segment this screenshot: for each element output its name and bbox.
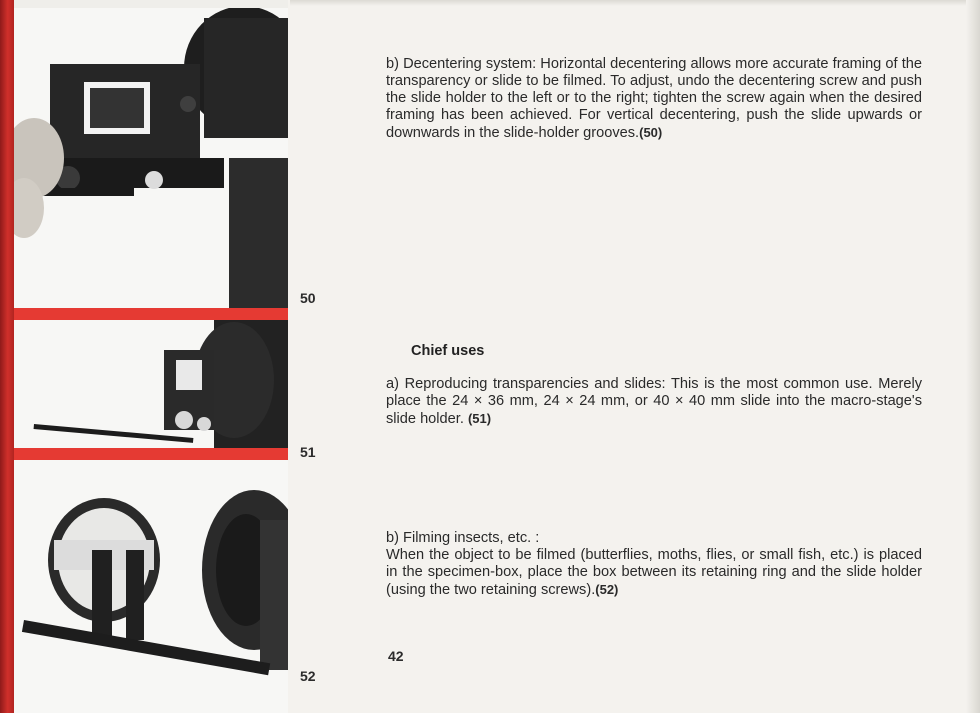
insects-paragraph [386, 530, 922, 599]
decentering-paragraph [386, 56, 922, 142]
insects-title: b) Filming insects, etc. : [386, 530, 540, 546]
figure-ref-50: (50) [639, 125, 663, 140]
chief-uses-heading: Chief uses [411, 343, 485, 359]
figure-number-52: 52 [300, 668, 316, 684]
decentering-text: b) Decentering system: Horizontal decentering allows more accurate framing of the transparency or slide to be filmed. To adjust, undo the decentering screw and push the slide holder to the left or to the right; tighten the screw again when the desired framing has been achieved. For vertical decentering, push the slide upwards or downwards in the slide-holder grooves. [386, 56, 922, 141]
red-separator [14, 308, 288, 320]
figure-number-51: 51 [300, 444, 316, 460]
page-right-edge [966, 0, 980, 713]
insects-text: When the object to be filmed (butterflies, moths, flies, or small fish, etc.) is placed in the specimen-box, place the box between its retaining ring and the slide holder (using the two retaining screws). [386, 547, 922, 598]
page-number: 42 [388, 648, 404, 664]
figure-50-photo [14, 8, 288, 308]
photo-column [14, 0, 288, 713]
figure-ref-51: (51) [467, 411, 492, 426]
reproducing-paragraph [386, 376, 922, 428]
reproducing-text: a) Reproducing transparencies and slides: This is the most common use. Merely place the 24 × 36 mm, 24 × 24 mm, or 40 × 40 mm slide into the macro-stage's slide holder. [386, 376, 922, 427]
figure-52-photo [14, 460, 288, 713]
figure-51-photo [14, 320, 288, 448]
page-top-edge [290, 0, 980, 6]
red-cover-spine [0, 0, 14, 713]
red-separator [14, 448, 288, 460]
figure-ref-52: (52) [595, 582, 619, 597]
figure-number-50: 50 [300, 290, 316, 306]
